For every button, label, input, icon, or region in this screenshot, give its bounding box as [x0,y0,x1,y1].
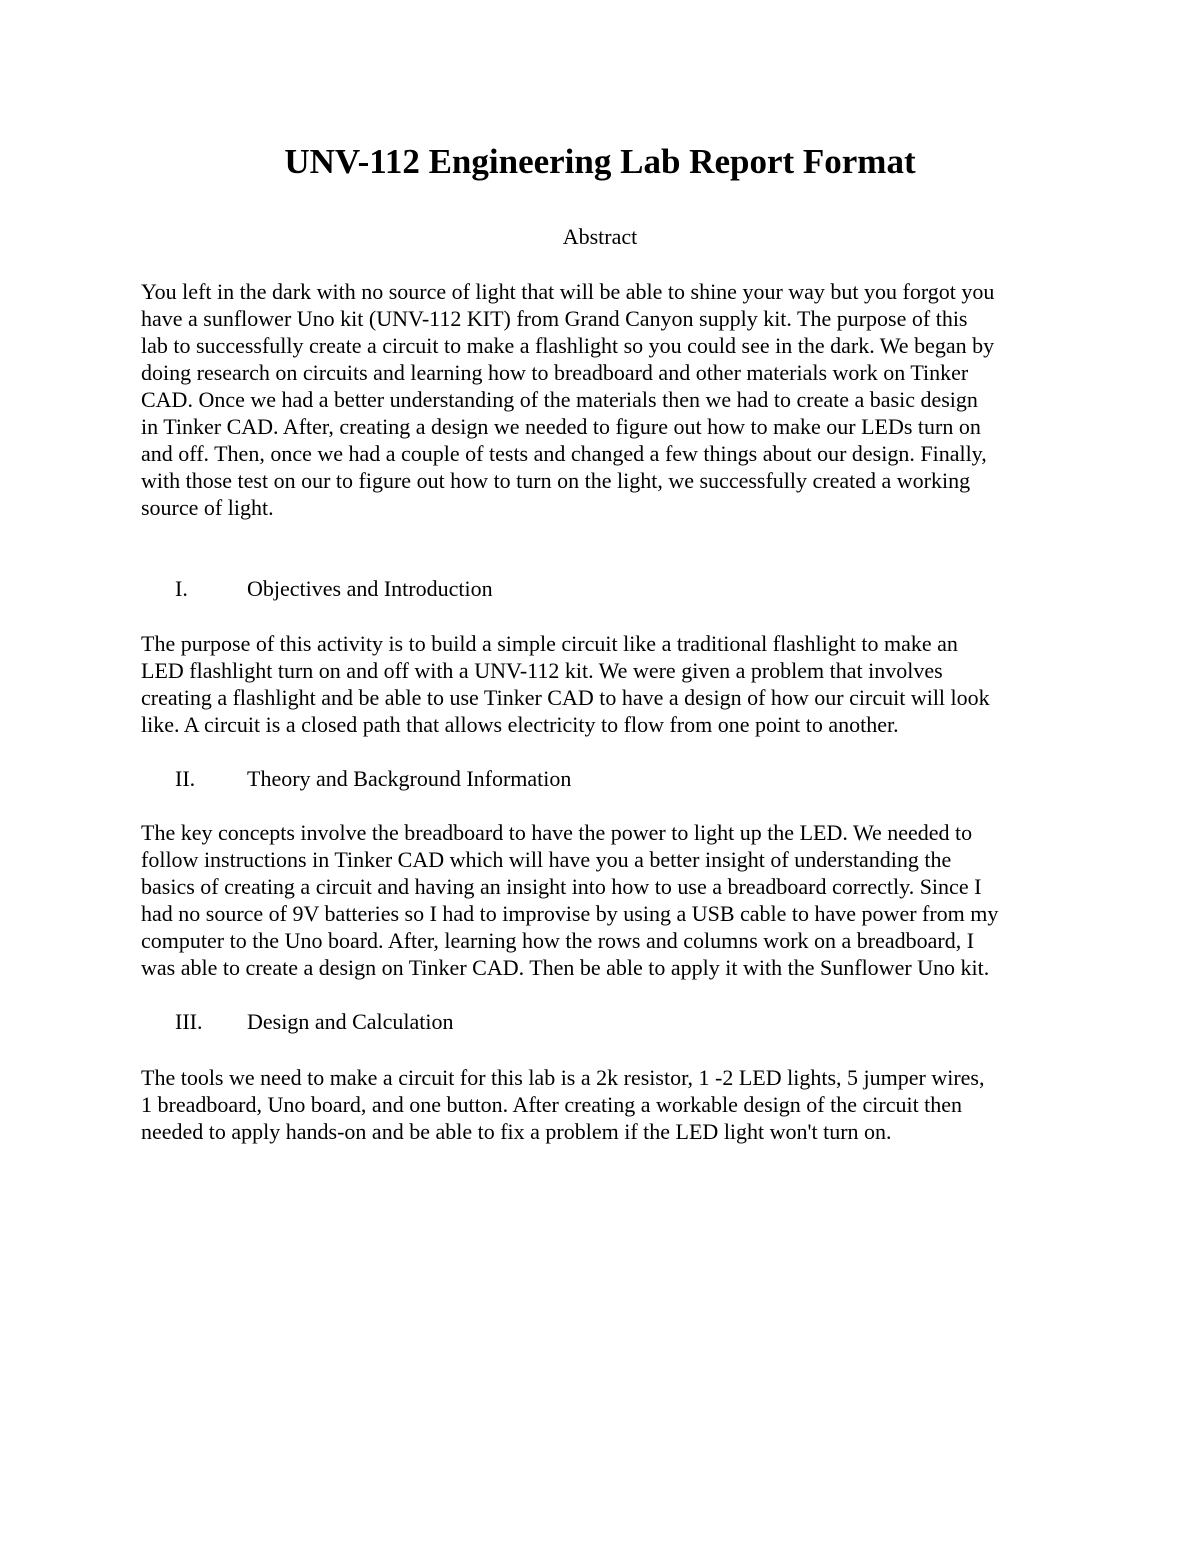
paragraph-line: CAD. Once we had a better understanding of the materials then we had to create a basic design [141,387,978,412]
paragraph-line: and off. Then, once we had a couple of tests and changed a few things about our design. Finally, [141,441,987,466]
paragraph-line: needed to apply hands-on and be able to fix a problem if the LED light won't turn on. [141,1119,892,1144]
paragraph-line: You left in the dark with no source of light that will be able to shine your way but you forgot you [141,279,995,304]
section-title: Objectives and Introduction [247,576,493,601]
paragraph-line: The purpose of this activity is to build a simple circuit like a traditional flashlight to make an [141,631,958,656]
section-title: Theory and Background Information [247,766,572,791]
design-paragraph [141,1064,1061,1145]
paragraph-line: like. A circuit is a closed path that allows electricity to flow from one point to another. [141,712,899,737]
paragraph-line: doing research on circuits and learning how to breadboard and other materials work on Tinker [141,360,969,385]
abstract-paragraph [141,278,1061,521]
paragraph-line: in Tinker CAD. After, creating a design we needed to figure out how to make our LEDs turn on [141,414,981,439]
paragraph-line: LED flashlight turn on and off with a UNV-112 kit. We were given a problem that involves [141,658,943,683]
section-heading-theory [175,765,975,793]
section-number: I. [175,576,188,601]
section-title: Design and Calculation [247,1009,454,1034]
paragraph-line: creating a flashlight and be able to use Tinker CAD to have a design of how our circuit will look [141,685,990,710]
document-title: UNV-112 Engineering Lab Report Format [284,142,916,181]
paragraph-line: with those test on our to figure out how to turn on the light, we successfully created a working [141,468,971,493]
paragraph-line: The key concepts involve the breadboard to have the power to light up the LED. We needed to [141,820,973,845]
paragraph-line: follow instructions in Tinker CAD which will have you a better insight of understanding the [141,847,952,872]
paragraph-line: The tools we need to make a circuit for this lab is a 2k resistor, 1 -2 LED lights, 5 jumper wires, [141,1065,985,1090]
paragraph-line: have a sunflower Uno kit (UNV-112 KIT) from Grand Canyon supply kit. The purpose of this [141,306,968,331]
section-heading-design [175,1008,975,1036]
objectives-paragraph [141,630,1061,738]
abstract-heading: Abstract [562,224,638,249]
paragraph-line: source of light. [141,495,274,520]
paragraph-line: 1 breadboard, Uno board, and one button. After creating a workable design of the circuit then [141,1092,963,1117]
theory-paragraph [141,819,1061,981]
section-heading-objectives [175,575,975,603]
section-number: II. [175,766,196,791]
paragraph-line: lab to successfully create a circuit to make a flashlight so you could see in the dark. We began by [141,333,995,358]
section-number: III. [175,1009,203,1034]
paragraph-line: computer to the Uno board. After, learning how the rows and columns work on a breadboard, I [141,928,975,953]
paragraph-line: was able to create a design on Tinker CAD. Then be able to apply it with the Sunflower Uno kit. [141,955,990,980]
paragraph-line: basics of creating a circuit and having an insight into how to use a breadboard correctly. Since I [141,874,982,899]
paragraph-line: had no source of 9V batteries so I had to improvise by using a USB cable to have power from my [141,901,999,926]
